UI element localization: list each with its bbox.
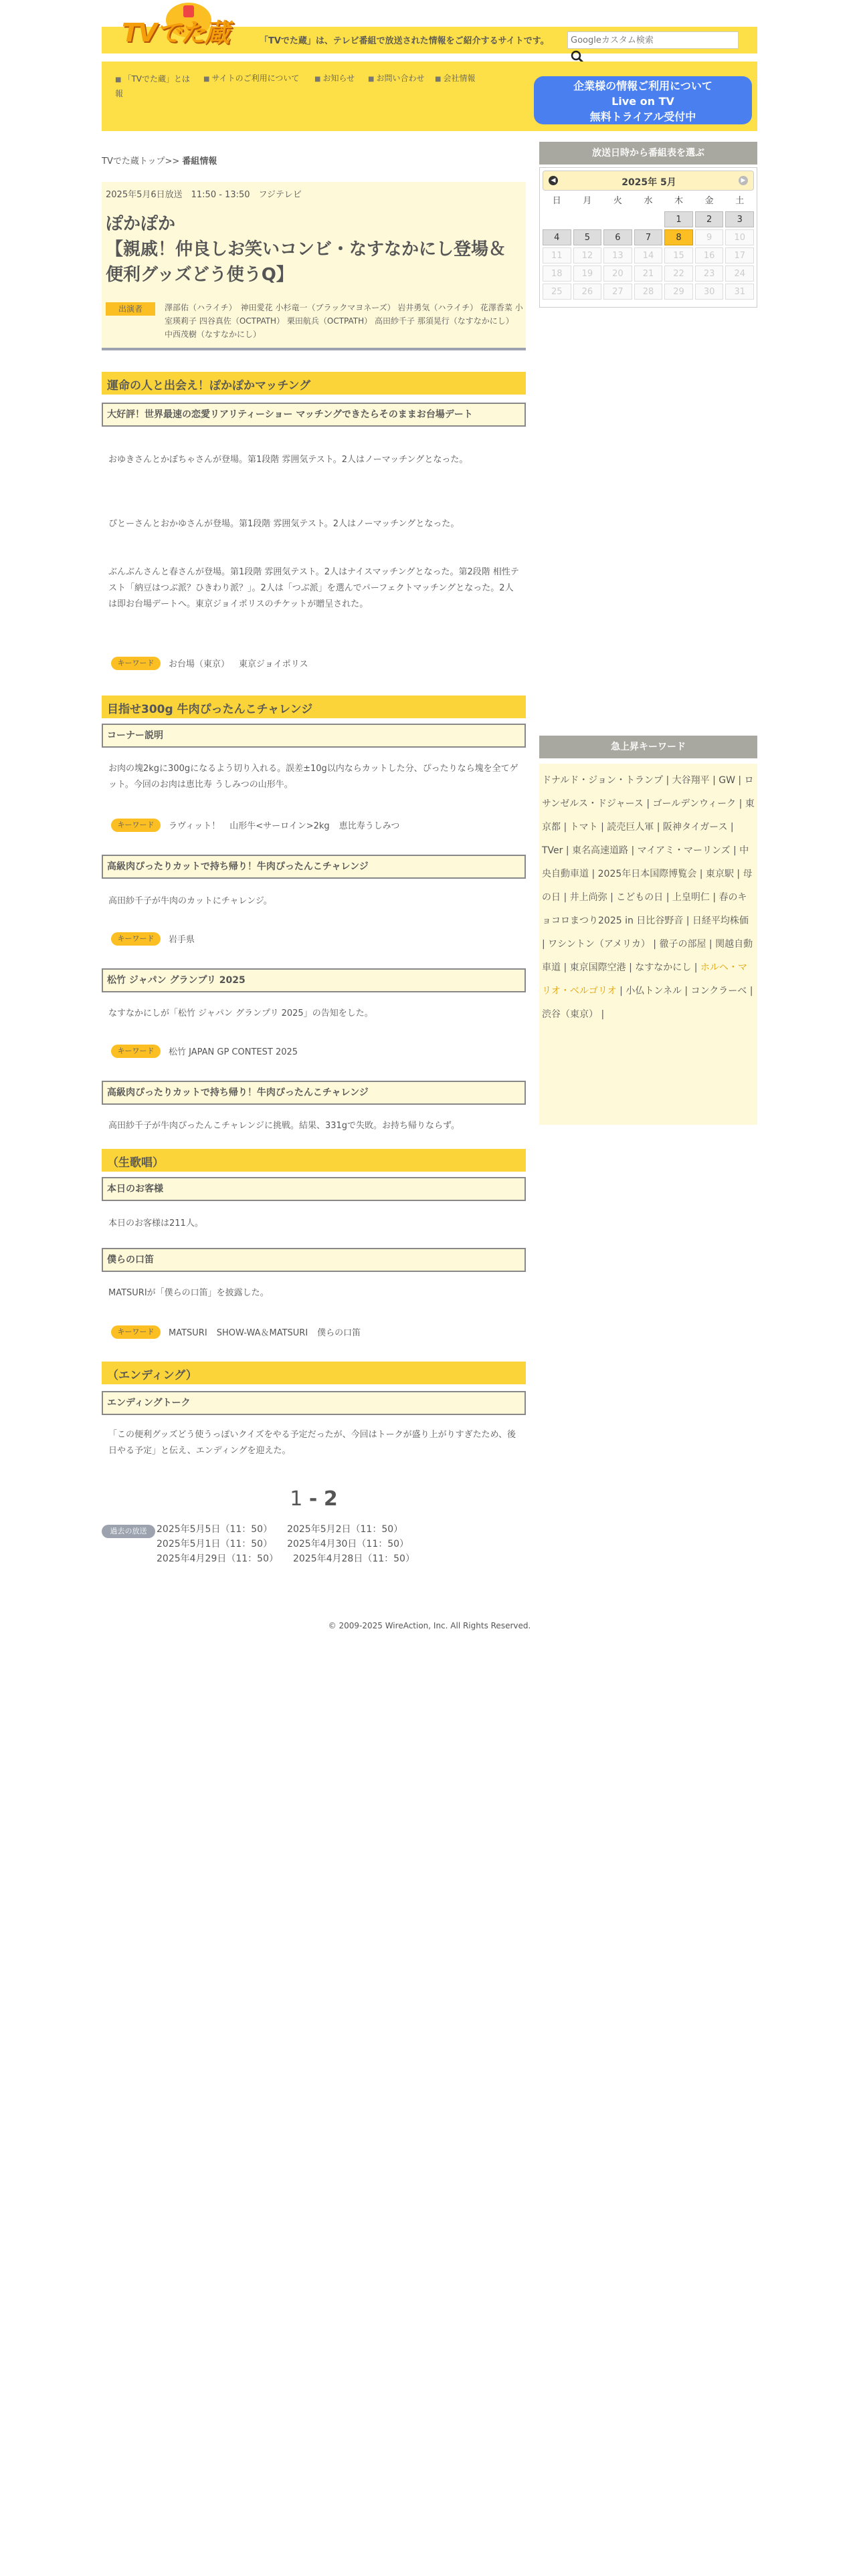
keyword-list <box>169 1325 370 1338</box>
keyword-list <box>169 1045 307 1057</box>
past-broadcasts-label: 過去の放送 <box>102 1525 155 1538</box>
keyword-link[interactable]: MATSURI <box>169 1328 207 1338</box>
calendar-empty-cell <box>634 211 663 227</box>
trending-keyword-link[interactable]: ドナルド・ジョン・トランプ <box>542 775 664 786</box>
topic-text: 本日のお客様は211人。 <box>108 1218 203 1228</box>
keyword-link[interactable]: 僕らの口笛 <box>317 1328 361 1338</box>
calendar-weekday: 月 <box>583 196 592 206</box>
breadcrumb-home[interactable]: TVでた蔵トップ>> <box>102 156 180 167</box>
trending-keywords: ドナルド・ジョン・トランプ | 大谷翔平 | GW | ロサンゼルス・ドジャース | ゴールデンウィーク | 東京都 | トマト | 読売巨人軍 | 阪神タイガース | TVer | 東名高速道路 | マイアミ・マーリンズ | 中央自動車道 | 2025年日本国際博覧会 | 東京駅 | 母の日 | 井上尚弥 | こどもの日 | 上皇明仁 | 春のキョコロまつり2025 in 日比谷野音 | 日経平均株価 | ワシントン（アメリカ） | 徹子の部屋 | 関越自動車道 | 東京国際空港 | なすなかにし | ホルヘ・マリオ・ベルゴリオ | 小仏トンネル | コンクラーベ | 渋谷（東京） | <box>539 764 757 1125</box>
past-broadcast-link[interactable]: 2025年4月29日（11：50） <box>157 1553 278 1564</box>
calendar-weekday: 日 <box>552 196 561 206</box>
trending-keyword-link[interactable]: 東京都 <box>542 798 755 833</box>
calendar-day[interactable]: 3 <box>725 211 754 227</box>
trending-keyword-link[interactable]: 小仏トンネル <box>626 986 682 996</box>
trending-keyword-link[interactable]: コンクラーベ <box>690 986 747 996</box>
topic-heading: 本日のお客様 <box>102 1177 526 1201</box>
section-heading: （エンディング） <box>102 1362 526 1384</box>
trending-keyword-link[interactable]: TVer <box>542 845 563 856</box>
calendar-empty-cell <box>573 211 602 227</box>
keyword-link[interactable]: 山形牛<サーロイン>2kg <box>229 821 330 831</box>
calendar-day[interactable]: 4 <box>543 229 571 245</box>
calendar-day[interactable]: 6 <box>603 229 632 245</box>
trending-keyword-link[interactable]: なすなかにし <box>635 962 692 973</box>
keyword-label: キーワード <box>111 657 161 670</box>
calendar-weekday: 火 <box>613 196 622 206</box>
calendar-day: 17 <box>725 247 754 263</box>
trending-keyword-link[interactable]: 春のキョコロまつり2025 in 日比谷野音 <box>542 892 747 926</box>
calendar-day: 29 <box>664 284 693 300</box>
site-logo[interactable] <box>108 0 229 53</box>
section-heading: 運命の人と出会え！ぽかぽかマッチング <box>102 372 526 395</box>
keyword-label: キーワード <box>111 1325 161 1339</box>
keyword-link[interactable]: 東京ジョイポリス <box>239 659 308 669</box>
nav-usage[interactable]: ■ サイトのご利用について <box>203 72 299 84</box>
calendar-day: 22 <box>664 265 693 282</box>
topic-text: ぶんぶんさんと春さんが登場。第1段階 雰囲気テスト。2人はナイスマッチングとなった。第2段階 相性テスト「納豆はつぶ派？ひきわり派？」。2人は「つぶ派」を選んでパーフェクトマッチングとなった。2人は即お台場デートへ。東京ジョイポリスのチケットが贈呈された。 <box>108 567 519 609</box>
calendar-weekday: 水 <box>644 196 653 206</box>
calendar-day: 15 <box>664 247 693 263</box>
calendar-day: 11 <box>543 247 571 263</box>
topic-heading: 高級肉ぴったりカットで持ち帰り！牛肉ぴったんこチャレンジ <box>102 1081 526 1105</box>
past-broadcast-link[interactable]: 2025年4月28日（11：50） <box>292 1553 415 1564</box>
calendar-empty-cell <box>603 211 632 227</box>
keyword-link[interactable]: 岩手県 <box>169 935 195 945</box>
nav-bar <box>102 62 757 131</box>
keyword-link[interactable]: 恵比寿うしみつ <box>339 821 400 831</box>
trending-keyword-link[interactable]: マイアミ・マーリンズ <box>637 845 731 856</box>
calendar-day: 10 <box>725 229 754 245</box>
topic-heading: エンディングトーク <box>102 1391 526 1415</box>
calendar-day[interactable]: 7 <box>634 229 663 245</box>
past-broadcast-link[interactable]: 2025年5月5日（11：50） <box>157 1524 273 1535</box>
trending-keyword-link[interactable]: 大谷翔平 <box>672 775 710 786</box>
keyword-link[interactable]: お台場（東京） <box>169 659 230 669</box>
breadcrumb <box>102 154 217 167</box>
program-title-line-3: 便利グッズどう使うQ】 <box>106 265 294 285</box>
calendar-weekday: 木 <box>674 196 684 206</box>
trending-keyword-link[interactable]: ホルヘ・マリオ・ベルゴリオ <box>542 962 747 996</box>
calendar-day: 23 <box>695 265 724 282</box>
keyword-link[interactable]: ラヴィット！ <box>169 821 221 831</box>
calendar-day: 12 <box>573 247 602 263</box>
trial-line-1: 企業様の情報ご利用について <box>573 80 712 92</box>
trending-keyword-link[interactable]: 日経平均株価 <box>692 916 749 926</box>
cast-label: 出演者 <box>106 302 155 316</box>
past-broadcast-link[interactable]: 2025年5月1日（11：50） <box>157 1539 273 1549</box>
calendar-weekday: 金 <box>704 196 714 206</box>
calendar-day[interactable]: 5 <box>573 229 602 245</box>
calendar-day: 30 <box>695 284 724 300</box>
topic-text: ぴとーさんとおかゆさんが登場。第1段階 雰囲気テスト。2人はノーマッチングとなった。 <box>108 519 460 529</box>
keyword-label: キーワード <box>111 1045 161 1058</box>
program-date: 2025年5月6日放送 11:50 - 13:50 フジテレビ <box>106 190 302 200</box>
trending-keyword-link[interactable]: ワシントン（アメリカ） <box>548 939 650 950</box>
trending-keyword-link[interactable]: 東名高速道路 <box>572 845 629 856</box>
calendar-grid <box>543 193 754 300</box>
page-separator: - <box>308 1487 318 1511</box>
calendar-day[interactable]: 2 <box>695 211 724 227</box>
topic-text: お肉の塊2kgに300gになるよう切り入れる。誤差±10g以内ならカットした分、ぴったりなら塊を全てゲット。今回のお肉は恵比寿 うしみつの山形牛。 <box>108 764 518 790</box>
divider <box>102 348 526 350</box>
trending-keyword-link[interactable]: 東京国際空港 <box>569 962 626 973</box>
trending-keyword-link[interactable]: ゴールデンウィーク <box>652 798 737 809</box>
trending-keyword-link[interactable]: 2025年日本国際博覧会 <box>597 869 697 879</box>
trial-line-2: Live on TV <box>611 95 674 108</box>
trending-keyword-link[interactable]: 関越自動車道 <box>542 939 753 973</box>
past-broadcast-link[interactable]: 2025年5月2日（11：50） <box>287 1524 403 1535</box>
nav-company[interactable]: ■ 会社情報 <box>435 72 475 84</box>
calendar-day: 16 <box>695 247 724 263</box>
cast-list[interactable]: 澤部佑（ハライチ） 神田愛花 小杉竜一（ブラックマヨネーズ） 岩井勇気（ハライチ） 花澤香菜 小室瑛莉子 四谷真佐（OCTPATH） 栗田航兵（OCTPATH） 高田紗千子 那須晃行（なすなかにし） 中西茂樹（なすなかにし） <box>165 303 523 339</box>
calendar-day: 28 <box>634 284 663 300</box>
keyword-link[interactable]: SHOW-WA＆MATSURI <box>216 1328 308 1338</box>
trending-keywords-heading: 急上昇キーワード <box>539 736 757 758</box>
calendar-day: 25 <box>543 284 571 300</box>
trending-keyword-link[interactable]: 東京駅 <box>705 869 734 879</box>
calendar-month: 2025年 5月 <box>622 177 676 188</box>
keyword-list <box>169 657 318 669</box>
breadcrumb-current: 番組情報 <box>182 156 217 167</box>
trending-keyword-link[interactable]: 阪神タイガース <box>662 822 728 833</box>
calendar-day: 20 <box>603 265 632 282</box>
calendar-day: 14 <box>634 247 663 263</box>
topic-text: 高田紗千子が牛肉ぴったんこチャレンジに挑戦。結果、331gで失敗。お持ち帰りならず。 <box>108 1121 460 1131</box>
past-broadcast-link[interactable]: 2025年4月30日（11：50） <box>287 1539 409 1549</box>
calendar-day: 13 <box>603 247 632 263</box>
calendar-day: 19 <box>573 265 602 282</box>
nav-about[interactable]: ■ 「TVでた蔵」とは報 <box>115 72 195 100</box>
keyword-label: キーワード <box>111 819 161 832</box>
topic-text: MATSURIが「僕らの口笛」を披露した。 <box>108 1288 269 1298</box>
search-input[interactable] <box>567 31 739 49</box>
trending-keyword-link[interactable]: 上皇明仁 <box>672 892 710 903</box>
calendar-day: 18 <box>543 265 571 282</box>
calendar-day: 26 <box>573 284 602 300</box>
topic-text: おゆきさんとかぼちゃさんが登場。第1段階 雰囲気テスト。2人はノーマッチングとなった。 <box>108 455 468 465</box>
trending-keyword-link[interactable]: 読売巨人軍 <box>607 822 654 833</box>
program-title-line-2: 【親戚！仲良しお笑いコンビ・なすなかにし登場＆ <box>106 239 506 259</box>
calendar-day[interactable]: 1 <box>664 211 693 227</box>
topic-text: 「この便利グッズどう使うっぽいクイズをやる予定だったが、今回はトークが盛り上がりすぎたため、後日やる予定」と伝え、エンディングを迎えた。 <box>108 1430 516 1456</box>
topic-text: なすなかにしが「松竹 ジャパン グランプリ 2025」の告知をした。 <box>108 1008 373 1018</box>
prev-month-icon[interactable]: ◀ <box>549 176 558 185</box>
calendar-empty-cell <box>543 211 571 227</box>
trending-keyword-link[interactable]: 井上尚弥 <box>569 892 607 903</box>
past-broadcast-row <box>157 1522 417 1535</box>
calendar-day[interactable]: 8 <box>664 229 693 245</box>
calendar-day: 24 <box>725 265 754 282</box>
calendar-weekday: 土 <box>735 196 745 206</box>
trending-keyword-link[interactable]: 中央自動車道 <box>542 845 749 879</box>
calendar-day: 21 <box>634 265 663 282</box>
trial-line-3: 無料トライアル受付中 <box>589 110 696 123</box>
calendar-day: 31 <box>725 284 754 300</box>
topic-heading: 僕らの口笛 <box>102 1248 526 1272</box>
nav-news[interactable]: ■ お知らせ <box>314 72 355 84</box>
program-header <box>102 182 526 350</box>
program-title-line-1: ぽかぽか <box>106 214 176 234</box>
page-2[interactable]: 2 <box>323 1487 338 1511</box>
topic-heading: コーナー説明 <box>102 724 526 748</box>
keyword-link[interactable]: 松竹 JAPAN GP CONTEST 2025 <box>169 1047 298 1057</box>
trial-button[interactable] <box>534 76 752 124</box>
past-broadcast-row <box>157 1537 423 1550</box>
calendar-heading: 放送日時から番組表を選ぶ <box>539 142 757 165</box>
trending-keyword-link[interactable]: 徹子の部屋 <box>659 939 706 950</box>
calendar-nav <box>543 171 754 191</box>
trending-keyword-link[interactable]: GW <box>719 775 735 786</box>
keyword-label: キーワード <box>111 932 161 946</box>
topic-text: 高田紗千子が牛肉のカットにチャレンジ。 <box>108 896 272 906</box>
next-month-icon[interactable]: ▶ <box>739 176 748 185</box>
keyword-list <box>169 819 409 831</box>
program-title <box>106 211 522 288</box>
calendar <box>539 167 757 308</box>
topic-heading: 高級肉ぴったりカットで持ち帰り！牛肉ぴったんこチャレンジ <box>102 855 526 879</box>
page-1: 1 <box>290 1487 303 1511</box>
past-broadcast-row <box>157 1551 430 1565</box>
trending-keyword-link[interactable]: 母の日 <box>542 869 753 903</box>
topic-heading: 大好評！世界最速の恋愛リアリティーショー マッチングできたらそのままお台場デート <box>102 403 526 427</box>
trending-keyword-link[interactable]: 渋谷（東京） <box>542 1009 598 1020</box>
nav-contact[interactable]: ■ お問い合わせ <box>368 72 424 84</box>
trending-keyword-link[interactable]: ロサンゼルス・ドジャース <box>542 775 754 809</box>
topic-heading: 松竹 ジャパン グランプリ 2025 <box>102 968 526 992</box>
section-heading: 目指せ300g 牛肉ぴったんこチャレンジ <box>102 695 526 718</box>
pagination <box>102 1487 526 1511</box>
trending-keyword-link[interactable]: トマト <box>569 822 598 833</box>
keyword-list <box>169 932 204 945</box>
site-tagline: 「TVでた蔵」は、テレビ番組で放送された情報をご紹介するサイトです。 <box>260 36 549 46</box>
footer-copyright: © 2009-2025 WireAction, Inc. All Rights Reserved. <box>328 1621 531 1630</box>
calendar-day: 9 <box>695 229 724 245</box>
calendar-day: 27 <box>603 284 632 300</box>
section-heading: （生歌唱） <box>102 1149 526 1172</box>
logo-text: TVでた蔵 <box>122 18 229 47</box>
trending-keyword-link[interactable]: こどもの日 <box>616 892 664 903</box>
